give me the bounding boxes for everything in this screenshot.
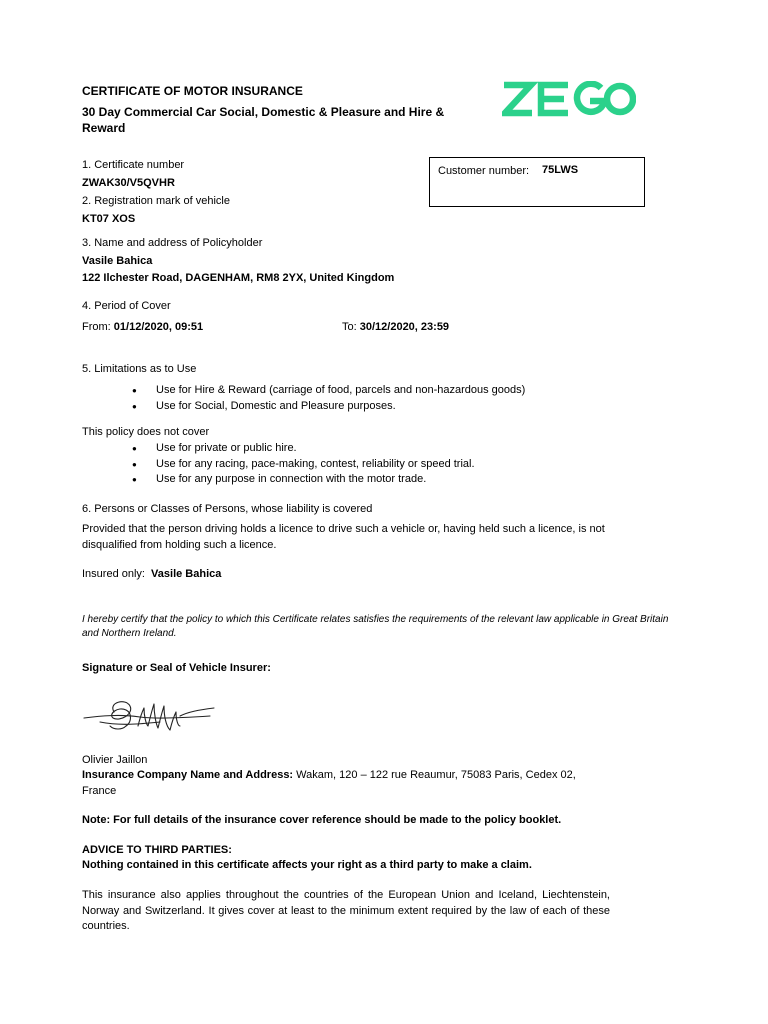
list-item: ● Use for Hire & Reward (carriage of food, parcels and non-hazardous goods) [132,383,525,399]
customer-number-value: 75LWS [542,164,579,176]
document-subtitle-line2: Reward [82,121,126,135]
insured-only-label: Insured only: [82,568,145,580]
zego-logo [502,81,636,117]
period-from-label: From: [82,321,111,333]
persons-text: Provided that the person driving holds a licence to drive such a vehicle or, having held such a licence, is not disqualified from holding such a licence. [82,523,605,551]
signer-name: Olivier Jaillon [82,754,148,766]
registration-value: KT07 XOS [82,213,136,225]
signature-label: Signature or Seal of Vehicle Insurer: [82,662,271,674]
insurance-company [82,769,576,781]
insurance-company-label: Insurance Company Name and Address: [82,769,294,781]
not-cover-label: This policy does not cover [82,426,210,438]
list-item: ● Use for any purpose in connection with the motor trade. [132,472,475,488]
insured-only [82,568,221,580]
limitations-label: 5. Limitations as to Use [82,363,197,375]
list-item: ● Use for Social, Domestic and Pleasure purposes. [132,399,525,415]
limitations-list [132,383,525,414]
signature-image [80,696,220,742]
insured-only-value: Vasile Bahica [151,568,222,580]
document-title: CERTIFICATE OF MOTOR INSURANCE [82,84,303,98]
customer-number-label: Customer number: [438,165,530,177]
certificate-number-label: 1. Certificate number [82,159,185,171]
policyholder-name: Vasile Bahica [82,255,153,267]
period-to [342,321,449,333]
period-to-value: 30/12/2020, 23:59 [359,321,450,333]
advice-text: Nothing contained in this certificate affects your right as a third party to make a claim. [82,859,532,871]
certify-statement: I hereby certify that the policy to which this Certificate relates satisfies the requirements of the relevant law applicable in Great Britain and Northern Ireland. [82,614,669,639]
advice-title: ADVICE TO THIRD PARTIES: [82,844,232,856]
list-item: ● Use for any racing, pace-making, contest, reliability or speed trial. [132,457,475,473]
customer-number-box [429,157,645,207]
persons-label: 6. Persons or Classes of Persons, whose liability is covered [82,503,373,515]
not-cover-list [132,441,475,488]
certificate-number-value: ZWAK30/V5QVHR [82,177,175,189]
period-label: 4. Period of Cover [82,300,171,312]
document-subtitle: 30 Day Commercial Car Social, Domestic & Pleasure and Hire & [82,105,445,119]
period-to-label: To: [342,321,357,333]
policy-note: Note: For full details of the insurance cover reference should be made to the policy booklet. [82,814,562,826]
policyholder-address: 122 Ilchester Road, DAGENHAM, RM8 2YX, United Kingdom [82,272,395,284]
list-item: ● Use for private or public hire. [132,441,475,457]
coverage-text: This insurance also applies throughout the countries of the European Union and Iceland, Liechtenstein, Norway and Switzerland. It gives cover at least to the minimum extent required by the law of each of these countries. [82,889,610,932]
insurance-company-country: France [82,785,117,797]
period-from-value: 01/12/2020, 09:51 [113,321,204,333]
period-from [82,321,203,333]
policyholder-label: 3. Name and address of Policyholder [82,237,263,249]
registration-label: 2. Registration mark of vehicle [82,195,230,207]
insurance-company-value: Wakam, 120 – 122 rue Reaumur, 75083 Paris, Cedex 02, [296,769,576,781]
